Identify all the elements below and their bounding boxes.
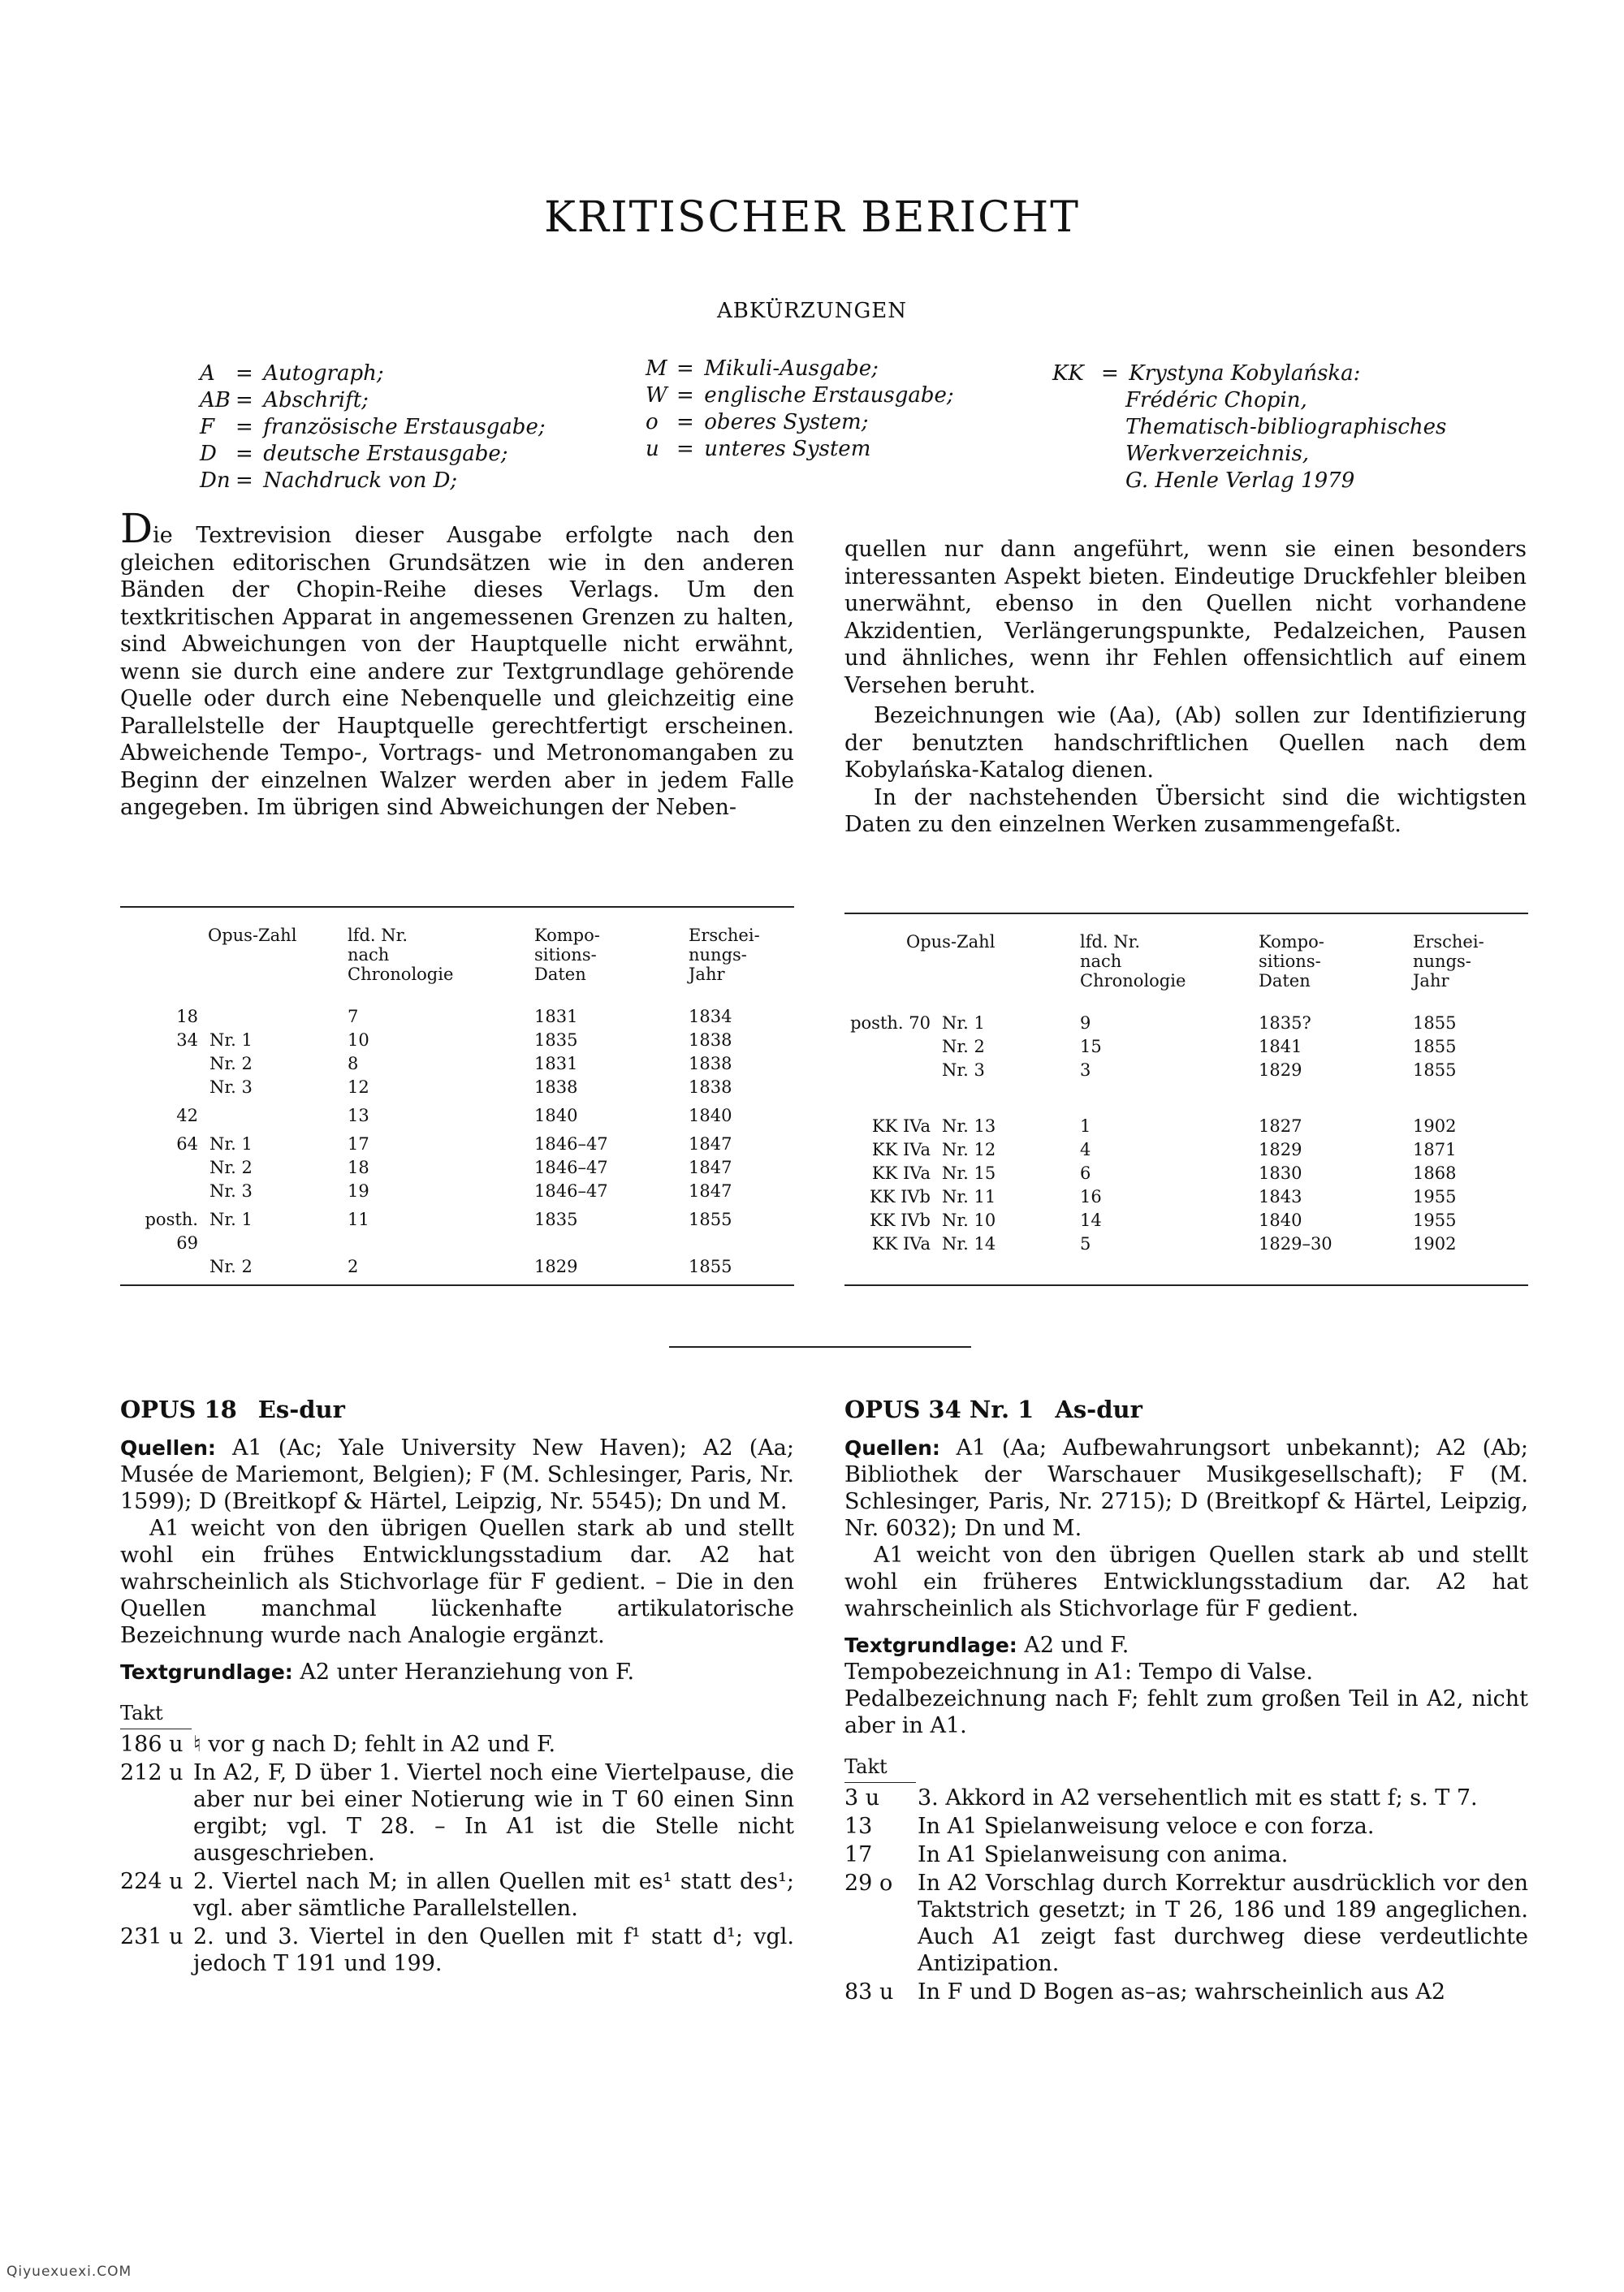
commentary-paragraph: A1 weicht von den übrigen Quellen stark ab und stellt wohl ein frühes Entwicklungsstadium dar. A2 hat wahrscheinlich als Stichvorlage für F gedient. – Die in den Quellen manchmal lückenhafte artikulatorische Bezeichnung wurde nach Analogie ergänzt.	[120, 1516, 794, 1648]
abbreviation-row: o = oberes System;	[646, 410, 869, 434]
cell-nr: 15	[1080, 1037, 1102, 1056]
intro-paragraph	[120, 505, 794, 822]
cell-op	[120, 1156, 209, 1180]
cell-op: KK IVa	[871, 1140, 931, 1159]
table-rule-top	[120, 906, 794, 908]
abbreviation-value: französische Erstausgabe;	[263, 415, 546, 439]
cell-nr: 17	[348, 1134, 369, 1154]
table-header-row	[844, 932, 1528, 991]
table-row	[120, 1128, 794, 1156]
table-row	[844, 1138, 1528, 1162]
takt-note	[120, 1923, 794, 1977]
cell-sub	[209, 1099, 348, 1128]
cell-ersch: 1855	[1413, 1013, 1457, 1033]
abbreviations-heading: ABKÜRZUNGEN	[716, 299, 908, 323]
abbreviation-row: W = englische Erstausgabe;	[646, 383, 954, 408]
cell-nr: 16	[1080, 1187, 1102, 1206]
takt-text: 3. Akkord in A2 versehentlich mit es statt f; s. T 7.	[918, 1785, 1478, 1811]
textbasis-paragraph: Textgrundlage: A2 unter Heranziehung von F.	[120, 1660, 635, 1685]
cell-sub: Nr. 1	[942, 1013, 985, 1033]
header-ersch: Erschei- nungs- Jahr	[689, 926, 760, 984]
abbreviation-value: oberes System;	[704, 410, 869, 434]
table-row	[844, 1059, 1528, 1082]
cell-ersch: 1840	[689, 1106, 732, 1125]
takt-number: 29 o	[844, 1871, 893, 1896]
table-row	[844, 1209, 1528, 1232]
takt-number: 17	[844, 1842, 873, 1867]
intro-right-column	[844, 536, 1527, 839]
commentary-paragraph: A1 weicht von den übrigen Quellen stark ab und stellt wohl ein früheres Entwicklungsstadium dar. A2 hat wahrscheinlich als Stichvorlage für F gedient.	[844, 1543, 1528, 1621]
abbreviations-column-1	[200, 360, 546, 494]
cell-komp: 1827	[1259, 1116, 1302, 1136]
cell-sub: Nr. 13	[942, 1116, 996, 1136]
table-row	[120, 1076, 794, 1099]
takt-number: 186 u	[120, 1732, 184, 1757]
abbreviation-row: D = deutsche Erstausgabe;	[200, 442, 508, 466]
cell-komp: 1835?	[1259, 1013, 1311, 1033]
abbreviation-row: A = Autograph;	[200, 361, 384, 386]
sources-paragraph: Quellen: A1 (Ac; Yale University New Haven); A2 (Aa; Musée de Mariemont, Belgien); F (M. Schlesinger, Paris, Nr. 1599); D (Breitkopf & Härtel, Leipzig, Nr. 5545); Dn und M.	[120, 1435, 794, 1514]
abbreviation-row: F = französische Erstausgabe;	[200, 415, 546, 439]
takt-note	[844, 1841, 1528, 1868]
pedal-paragraph: Pedalbezeichnung nach F; fehlt zum großen Teil in A2, nicht aber in A1.	[844, 1686, 1528, 1738]
cell-sub: Nr. 12	[942, 1140, 996, 1159]
cell-nr: 6	[1080, 1163, 1091, 1183]
takt-number: 212 u	[120, 1760, 184, 1785]
abbreviation-key: u	[646, 437, 659, 461]
cell-komp: 1840	[534, 1106, 578, 1125]
table-row	[844, 1035, 1528, 1059]
cell-op	[120, 1076, 209, 1099]
cell-ersch: 1855	[1413, 1060, 1457, 1080]
takt-heading: Takt	[120, 1700, 192, 1729]
table-row	[120, 1255, 794, 1279]
table-row	[120, 1180, 794, 1203]
cell-komp: 1846–47	[534, 1134, 608, 1154]
cell-ersch: 1847	[689, 1181, 732, 1201]
abbreviation-row: AB = Abschrift;	[200, 388, 369, 412]
abbreviation-value: englische Erstausgabe;	[704, 383, 954, 408]
takt-text: In A2, F, D über 1. Viertel noch eine Viertelpause, die aber nur bei einer Notierung wie in T 60 einen Sinn ergibt; vgl. T 28. – In A1 ist die Stelle nicht ausgeschrieben.	[193, 1760, 794, 1866]
cell-op: KK IVa	[871, 1116, 931, 1136]
abbreviation-row: M = Mikuli-Ausgabe;	[646, 356, 879, 381]
table-row	[120, 1099, 794, 1128]
table-row	[844, 1185, 1528, 1209]
cell-op: posth. 69	[145, 1210, 198, 1253]
cell-nr: 9	[1080, 1013, 1091, 1033]
intro-paragraph: In der nachstehenden Übersicht sind die wichtigsten Daten zu den einzelnen Werken zusammengefaßt.	[844, 784, 1527, 837]
header-komp: Kompo- sitions- Daten	[534, 926, 600, 984]
abbreviation-value: Nachdruck von D;	[263, 468, 458, 493]
works-table-left	[120, 926, 794, 1279]
intro-text: ie Textrevision dieser Ausgabe erfolgte nach den gleichen editorischen Grundsätzen wie in den anderen Bänden der Chopin-Reihe dieses Verlags. Um den textkritischen Apparat in angemessenen Grenzen zu halten, sind Abweichungen von der Hauptquelle nicht erwähnt, wenn sie durch eine andere zur Textgrundlage gehörende Quelle oder durch eine Nebenquelle und gleichzeitig eine Parallelstelle der Hauptquelle gerechtfertigt erscheinen. Abweichende Tempo-, Vortrags- und Metronomangaben zu Beginn der einzelnen Walzer werden aber in jedem Falle angegeben. Im übrigen sind Abweichungen der Neben-	[120, 523, 794, 820]
abbreviation-value: Werkverzeichnis,	[1125, 442, 1310, 466]
cell-op: KK IVa	[871, 1163, 931, 1183]
cell-op	[120, 1052, 209, 1076]
cell-sub: Nr. 14	[942, 1234, 996, 1254]
intro-paragraph: Bezeichnungen wie (Aa), (Ab) sollen zur Identifizierung der benutzten handschriftlichen Quellen nach dem Kobylańska-Katalog dienen.	[844, 703, 1527, 783]
table-row	[844, 1012, 1528, 1035]
cell-ersch: 1855	[689, 1210, 732, 1229]
cell-ersch: 1902	[1413, 1116, 1457, 1136]
textbasis-paragraph: Textgrundlage: A2 und F.	[844, 1633, 1129, 1658]
takt-text: 2. und 3. Viertel in den Quellen mit f¹ statt d¹; vgl. jedoch T 191 und 199.	[193, 1924, 794, 1976]
table-row	[120, 1029, 794, 1052]
cell-sub: Nr. 1	[209, 1210, 253, 1229]
intro-left-column	[120, 505, 794, 822]
cell-op: 42	[176, 1106, 198, 1125]
cell-nr: 12	[348, 1077, 369, 1097]
cell-sub: Nr. 2	[209, 1054, 253, 1073]
cell-komp: 1829	[1259, 1060, 1302, 1080]
cell-ersch: 1902	[1413, 1234, 1457, 1254]
header-komp: Kompo- sitions- Daten	[1259, 932, 1324, 991]
abbreviation-value: Autograph;	[263, 361, 384, 386]
takt-notes	[844, 1785, 1528, 2005]
tempo-paragraph: Tempobezeichnung in A1: Tempo di Valse.	[844, 1660, 1313, 1685]
cell-sub: Nr. 15	[942, 1163, 996, 1183]
section-title: OPUS 18 Es-dur	[120, 1396, 345, 1423]
takt-number: 83 u	[844, 1979, 894, 2005]
abbreviations-column-2	[646, 356, 954, 463]
abbreviation-value: deutsche Erstausgabe;	[263, 442, 508, 466]
header-opus: Opus-Zahl	[906, 932, 996, 952]
table-rule-bottom	[844, 1284, 1528, 1286]
header-opus: Opus-Zahl	[208, 926, 297, 945]
abbreviation-value: Thematisch-bibliographisches	[1125, 415, 1447, 439]
cell-komp: 1829	[534, 1257, 578, 1276]
cell-sub: Nr. 1	[209, 1134, 253, 1154]
works-table-right	[844, 932, 1528, 1256]
table-row	[844, 1162, 1528, 1185]
cell-sub: Nr. 11	[942, 1187, 996, 1206]
cell-op: KK IVb	[870, 1187, 931, 1206]
cell-komp: 1843	[1259, 1187, 1302, 1206]
abbreviation-key: W	[646, 383, 667, 408]
table-row	[120, 1203, 794, 1255]
cell-komp: 1829–30	[1259, 1234, 1332, 1254]
cell-komp: 1835	[534, 1210, 578, 1229]
abbreviation-value: Frédéric Chopin,	[1125, 388, 1307, 412]
abbreviation-key: Dn	[200, 468, 231, 493]
cell-ersch: 1855	[1413, 1037, 1457, 1056]
abbreviation-value: Krystyna Kobylańska:	[1129, 361, 1361, 386]
cell-nr: 7	[348, 1007, 359, 1026]
section-opus-34-1	[844, 1396, 1528, 2005]
abbreviation-key: F	[200, 415, 215, 439]
takt-number: 231 u	[120, 1924, 184, 1949]
table-row	[120, 1156, 794, 1180]
cell-op	[120, 1255, 209, 1279]
cell-ersch: 1855	[689, 1257, 732, 1276]
takt-note	[120, 1731, 794, 1758]
header-ersch: Erschei- nungs- Jahr	[1413, 932, 1484, 991]
cell-op: KK IVb	[870, 1211, 931, 1230]
cell-op	[844, 1059, 942, 1082]
takt-note	[844, 1979, 1528, 2005]
cell-ersch: 1847	[689, 1134, 732, 1154]
cell-nr: 2	[348, 1257, 359, 1276]
table-row	[120, 1052, 794, 1076]
cell-ersch: 1838	[689, 1054, 732, 1073]
cell-komp: 1846–47	[534, 1158, 608, 1177]
cell-komp: 1835	[534, 1030, 578, 1050]
abbreviation-value: G. Henle Verlag 1979	[1125, 468, 1355, 493]
takt-note	[844, 1813, 1528, 1840]
cell-op: 64	[176, 1134, 198, 1154]
header-nr: lfd. Nr. nach Chronologie	[348, 926, 454, 984]
abbreviation-row: Dn = Nachdruck von D;	[200, 468, 458, 493]
cell-op	[844, 1035, 942, 1059]
takt-text: In A1 Spielanweisung con anima.	[918, 1842, 1289, 1867]
cell-sub: Nr. 2	[209, 1257, 253, 1276]
abbreviation-kk-line: KK = Krystyna Kobylańska:	[1052, 361, 1361, 386]
abbreviation-key: AB	[200, 388, 231, 412]
abbreviation-key: A	[200, 361, 215, 386]
cell-komp: 1831	[534, 1007, 578, 1026]
takt-notes	[120, 1731, 794, 1977]
cell-komp: 1831	[534, 1054, 578, 1073]
sources-paragraph: Quellen: A1 (Aa; Aufbewahrungsort unbekannt); A2 (Ab; Bibliothek der Warschauer Musikgesellschaft); F (M. Schlesinger, Paris, Nr. 2715); D (Breitkopf & Härtel, Leipzig, Nr. 6032); Dn und M.	[844, 1435, 1528, 1541]
cell-sub: Nr. 2	[942, 1037, 985, 1056]
cell-sub: Nr. 1	[209, 1030, 253, 1050]
cell-sub	[209, 1005, 348, 1029]
cell-nr: 10	[348, 1030, 369, 1050]
cell-komp: 1840	[1259, 1211, 1302, 1230]
takt-heading: Takt	[844, 1754, 916, 1783]
abbreviation-row: u = unteres System	[646, 437, 871, 461]
cell-ersch: 1834	[689, 1007, 732, 1026]
table-row	[844, 1082, 1528, 1138]
cell-ersch: 1871	[1413, 1140, 1457, 1159]
takt-text: In A1 Spielanweisung veloce e con forza.	[918, 1814, 1375, 1839]
table-row	[120, 1005, 794, 1029]
cell-sub: Nr. 3	[942, 1060, 985, 1080]
cell-op: 18	[176, 1007, 198, 1026]
cell-ersch: 1838	[689, 1077, 732, 1097]
cell-komp: 1830	[1259, 1163, 1302, 1183]
cell-op: posth. 70	[850, 1013, 931, 1033]
table-row	[844, 1232, 1528, 1256]
section-title: OPUS 34 Nr. 1 As-dur	[844, 1396, 1142, 1423]
cell-komp: 1841	[1259, 1037, 1302, 1056]
cell-nr: 18	[348, 1158, 369, 1177]
takt-text: 2. Viertel nach M; in allen Quellen mit es¹ statt des¹; vgl. aber sämtliche Parallelstellen.	[193, 1869, 794, 1921]
cell-sub: Nr. 3	[209, 1181, 253, 1201]
takt-number: 13	[844, 1814, 873, 1839]
page-title: KRITISCHER BERICHT	[544, 193, 1080, 242]
cell-sub: Nr. 2	[209, 1158, 253, 1177]
table-rule-top	[844, 913, 1528, 914]
abbreviations-column-3	[1052, 360, 1446, 494]
cell-ersch: 1955	[1413, 1211, 1457, 1230]
cell-nr: 4	[1080, 1140, 1091, 1159]
takt-text: In F und D Bogen as–as; wahrscheinlich aus A2	[918, 1979, 1446, 2005]
table-rule-bottom	[120, 1284, 794, 1286]
cell-komp: 1838	[534, 1077, 578, 1097]
cell-nr: 8	[348, 1054, 359, 1073]
takt-note	[120, 1868, 794, 1922]
takt-note	[120, 1759, 794, 1867]
cell-ersch: 1847	[689, 1158, 732, 1177]
abbreviation-value: Mikuli-Ausgabe;	[704, 356, 879, 381]
cell-komp: 1829	[1259, 1140, 1302, 1159]
takt-text: ♮ vor g nach D; fehlt in A2 und F.	[193, 1732, 556, 1757]
cell-nr: 1	[1080, 1116, 1091, 1136]
cell-ersch: 1955	[1413, 1187, 1457, 1206]
takt-number: 224 u	[120, 1869, 184, 1894]
abbreviation-key: D	[200, 442, 217, 466]
cell-nr: 19	[348, 1181, 369, 1201]
cell-nr: 13	[348, 1106, 369, 1125]
abbreviation-value: unteres System	[704, 437, 871, 461]
cell-op: 34	[176, 1030, 198, 1050]
section-opus-18	[120, 1396, 794, 1977]
abbreviation-key: KK	[1052, 361, 1084, 386]
intro-paragraph: quellen nur dann angeführt, wenn sie einen besonders interessanten Aspekt bieten. Eindeutige Druckfehler bleiben unerwähnt, ebenso in den Quellen nicht vorhandene Akzidentien, Verlängerungspunkte, Pedalzeichen, Pausen und ähnliches, wenn ihr Fehlen offensichtlich auf einem Versehen beruht.	[844, 537, 1527, 698]
header-nr: lfd. Nr. nach Chronologie	[1080, 932, 1186, 991]
cell-nr: 5	[1080, 1234, 1091, 1254]
abbreviation-key: M	[646, 356, 667, 381]
takt-text: In A2 Vorschlag durch Korrektur ausdrücklich vor den Taktstrich gesetzt; in T 26, 186 und 189 angeglichen. Auch A1 zeigt fast durchweg diese verdeutlichte Antizipation.	[918, 1871, 1528, 1976]
cell-komp: 1846–47	[534, 1181, 608, 1201]
abbreviation-value: Abschrift;	[263, 388, 369, 412]
takt-note	[844, 1785, 1528, 1811]
drop-cap: D	[120, 505, 153, 552]
cell-nr: 3	[1080, 1060, 1091, 1080]
watermark: Qiyuexuexi.COM	[6, 2264, 132, 2280]
cell-op: KK IVa	[871, 1234, 931, 1254]
takt-note	[844, 1870, 1528, 1977]
section-divider	[669, 1346, 971, 1348]
cell-nr: 14	[1080, 1211, 1102, 1230]
cell-sub: Nr. 3	[209, 1077, 253, 1097]
takt-number: 3 u	[844, 1785, 880, 1811]
cell-sub: Nr. 10	[942, 1211, 996, 1230]
table-header-row	[120, 926, 794, 984]
cell-nr: 11	[348, 1210, 369, 1229]
cell-ersch: 1868	[1413, 1163, 1457, 1183]
abbreviation-key: o	[646, 410, 659, 434]
cell-ersch: 1838	[689, 1030, 732, 1050]
cell-op	[120, 1180, 209, 1203]
